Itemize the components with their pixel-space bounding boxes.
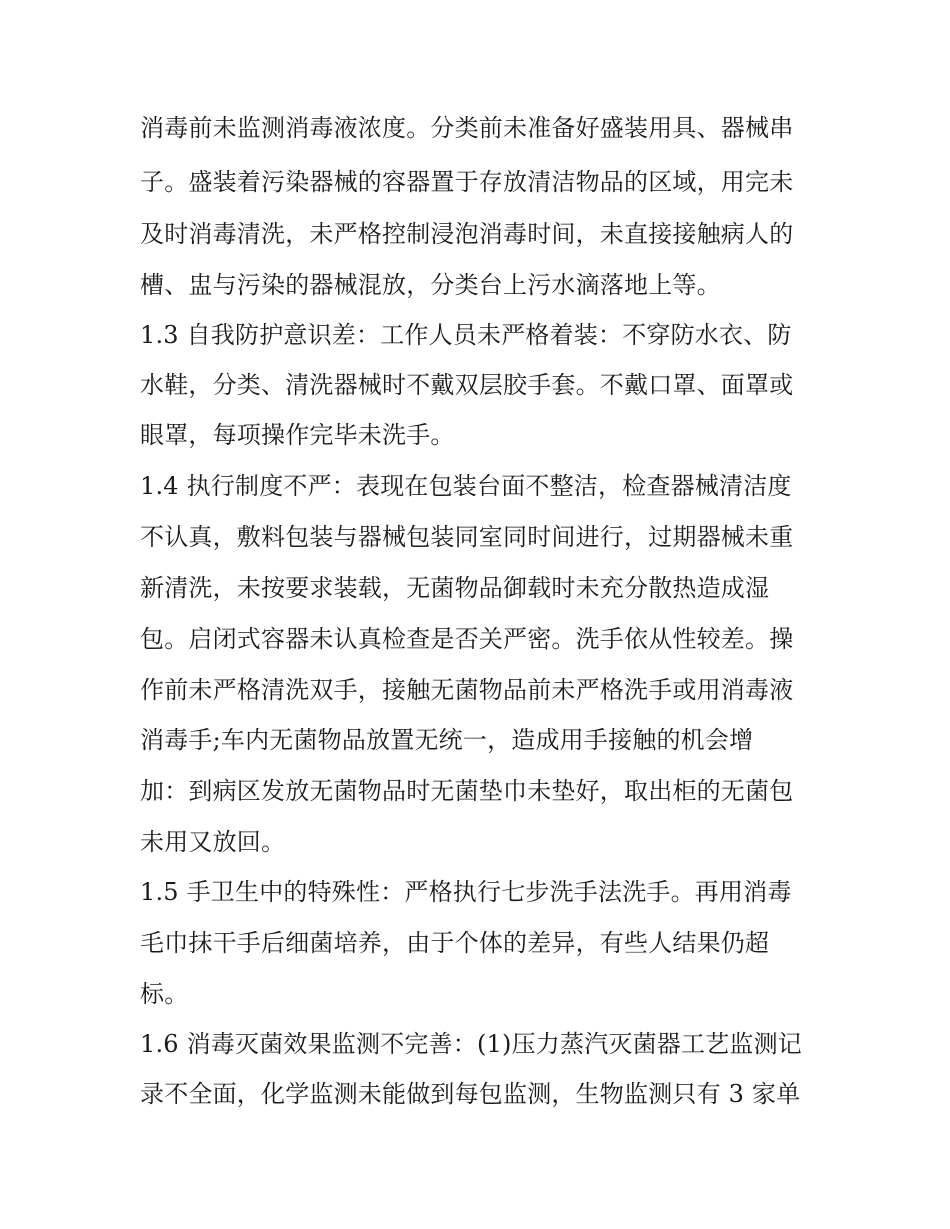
text-line: 加：到病区发放无菌物品时无菌垫巾未垫好，取出柜的无菌包 <box>140 777 794 805</box>
text-line: 未用又放回。 <box>140 828 286 856</box>
text-line: 眼罩，每项操作完毕未洗手。 <box>140 421 455 449</box>
text-line: 水鞋，分类、清洗器械时不戴双层胶手套。不戴口罩、面罩或 <box>140 371 794 399</box>
text-line: 不认真，敷料包装与器械包装同室同时间进行，过期器械未重 <box>140 523 794 551</box>
text-line: 标。 <box>140 980 189 1008</box>
text-line: 作前未严格清洗双手，接触无菌物品前未严格洗手或用消毒液 <box>140 676 794 704</box>
text-line: 毛巾抹干手后细菌培养，由于个体的差异，有些人结果仍超 <box>140 929 770 957</box>
text-line: 新清洗，未按要求装载，无菌物品御载时未充分散热造成湿 <box>140 574 770 602</box>
text-line: 及时消毒清洗，未严格控制浸泡消毒时间，未直接接触病人的 <box>140 220 794 248</box>
text-line: 1.4 执行制度不严：表现在包装台面不整洁，检查器械清洁度 <box>140 472 792 500</box>
text-line: 包。启闭式容器未认真检查是否关严密。洗手依从性较差。操 <box>140 625 794 653</box>
text-line: 录不全面，化学监测未能做到每包监测，生物监测只有 3 家单 <box>140 1080 801 1108</box>
text-line: 1.6 消毒灭菌效果监测不完善：(1)压力蒸汽灭菌器工艺监测记 <box>140 1030 802 1058</box>
text-line: 消毒手;车内无菌物品放置无统一，造成用手接触的机会增 <box>140 726 754 754</box>
text-line: 槽、盅与污染的器械混放，分类台上污水滴落地上等。 <box>140 271 721 299</box>
text-line: 子。盛装着污染器械的容器置于存放清洁物品的区域，用完未 <box>140 168 794 196</box>
text-line: 1.3 自我防护意识差：工作人员未严格着装：不穿防水衣、防 <box>140 321 792 349</box>
text-line: 1.5 手卫生中的特殊性：严格执行七步洗手法洗手。再用消毒 <box>140 878 792 906</box>
text-line: 消毒前未监测消毒液浓度。分类前未准备好盛装用具、器械串 <box>140 114 794 142</box>
